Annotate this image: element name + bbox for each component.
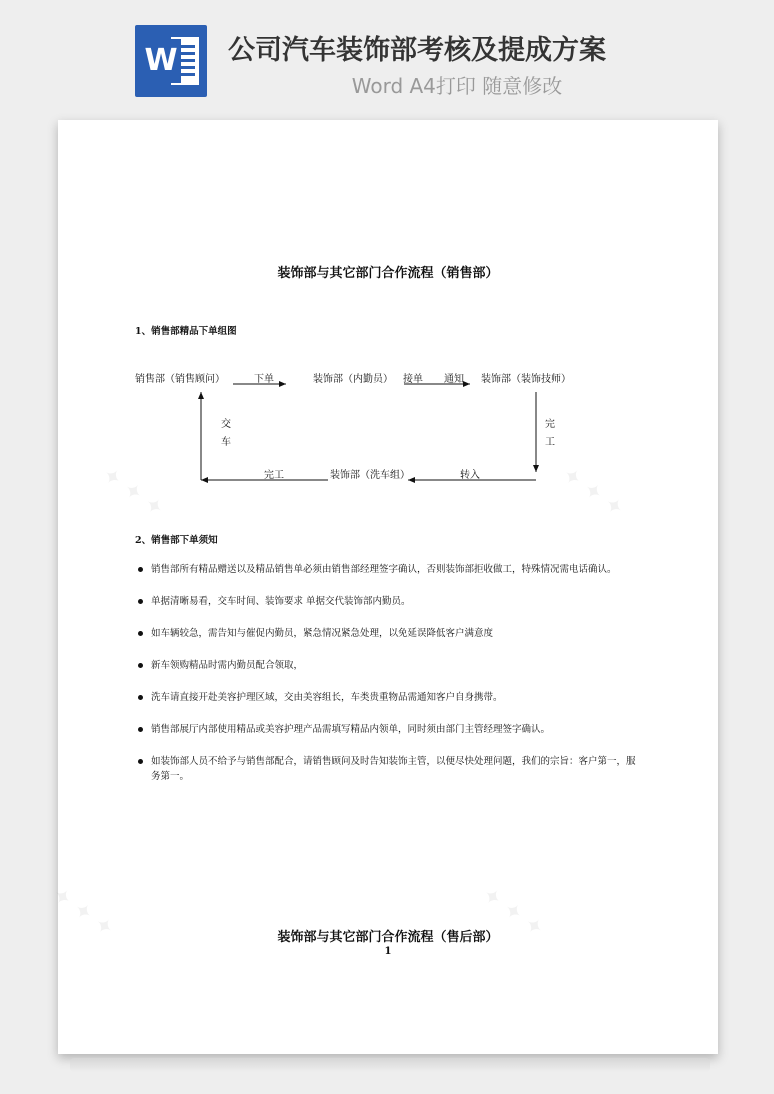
flow-node-wash: 装饰部（洗车组） [330,470,410,481]
list-item: 销售部展厅内部使用精品或美容护理产品需填写精品内领单，同时须由部门主管经理签字确认。 [138,722,638,737]
flow-label-done-right-2: 工 [545,437,555,448]
list-item: 新车领购精品时需内勤员配合领取， [138,658,638,673]
flow-label-deliver-2: 车 [221,437,231,448]
section-heading-2: 2、销售部下单须知 [135,535,218,546]
notice-list [138,562,638,801]
flow-label-notify: 通知 [444,374,464,385]
bullet-icon [138,599,143,604]
list-item: 销售部所有精品赠送以及精品销售单必须由销售部经理签字确认，否则装饰部拒收做工，特殊情况需电话确认。 [138,562,638,577]
flow-label-receive: 接单 [403,374,423,385]
document-page [47,120,718,1054]
section-heading-1: 1、销售部精品下单组图 [135,326,237,337]
page-title: 公司汽车装饰部考核及提成方案 [228,35,606,66]
flow-label-transfer: 转入 [460,470,480,481]
flow-label-done-right-1: 完 [545,419,555,430]
bullet-icon [138,695,143,700]
flow-label-deliver-1: 交 [221,419,231,430]
doc-title-aftersales: 装饰部与其它部门合作流程（售后部） [277,930,499,945]
flow-node-tech: 装饰部（装饰技师） [481,374,571,385]
bullet-icon [138,727,143,732]
list-item: 如车辆较急，需告知与催促内勤员，紧急情况紧急处理，以免延误降低客户满意度 [138,626,638,641]
watermark: ✦ ✦ ✦ [477,882,549,943]
flow-node-sales: 销售部（销售顾问） [135,374,225,385]
flow-label-done-bottom: 完工 [264,470,284,481]
doc-title-sales: 装饰部与其它部门合作流程（销售部） [277,266,499,281]
list-item: 洗车请直接开赴美容护理区域，交由美容组长，车类贵重物品需通知客户自身携带。 [138,690,638,705]
bullet-icon [138,759,143,764]
bullet-icon [138,663,143,668]
page-number: 1 [384,946,392,957]
watermark: ✦ ✦ ✦ [557,462,629,523]
bullet-icon [138,567,143,572]
watermark: ✦ ✦ ✦ [97,462,169,523]
page-shadow [70,1058,710,1072]
page-subtitle: Word A4打印 随意修改 [351,74,563,98]
list-item: 单据清晰易看，交车时间、装饰要求 单据交代装饰部内勤员。 [138,594,638,609]
list-item: 如装饰部人员不给予与销售部配合，请销售顾问及时告知装饰主管，以便尽快处理问题，我们的宗旨：客户第一，服务第一。 [138,754,638,784]
watermark: ✦ ✦ ✦ [47,882,119,943]
flow-node-internal: 装饰部（内勤员） [313,374,393,385]
bullet-icon [138,631,143,636]
flow-label-order: 下单 [254,374,274,385]
header [0,0,774,110]
word-letter: W [141,39,181,83]
